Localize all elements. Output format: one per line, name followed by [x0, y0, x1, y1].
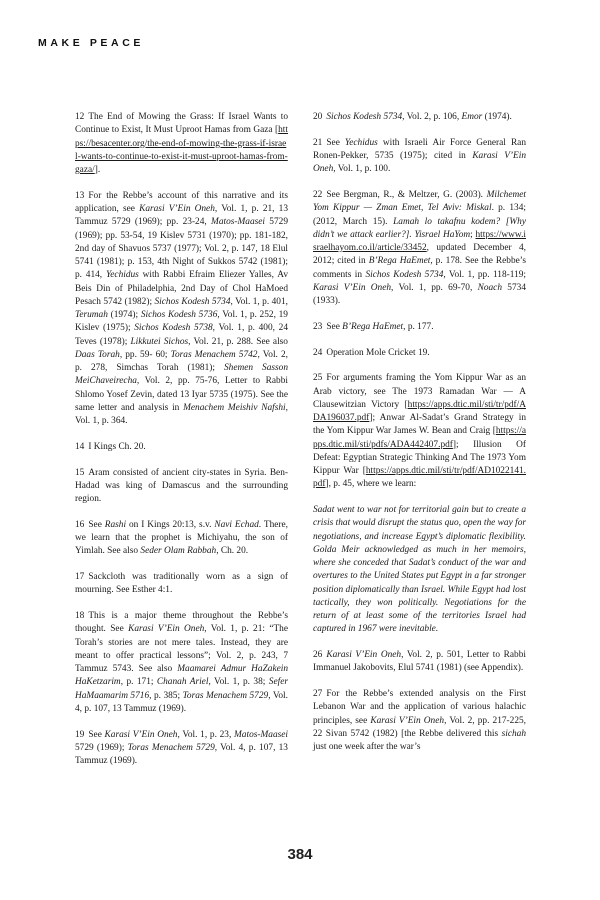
- endnote-24: 24 Operation Mole Cricket 19.: [313, 347, 430, 358]
- endnote-19: 19 See Karasi V’Ein Oneh, Vol. 1, p. 23, Matos-Maasei 5729 (1969); Toras Menachem 5729, Vol. 4, p. 107, 13 Tammuz (1969).: [75, 729, 288, 766]
- endnote-link[interactable]: https://besacenter.org/the-end-of-mowing-the-grass-if-israel-wants-to-continue-to-exist-it-must-uproot-hamas-from-gaza/: [75, 125, 288, 175]
- endnote-22: 22 See Bergman, R., & Meltzer, G. (2003). Milchemet Yom Kippur — Zman Emet, Tel Aviv: Miskal. p. 134; (2012, March 15). Lamah lo takafnu kodem? [Why didn’t we attack earlier?]. Yisrael HaYom; https://www.israelhayom.co.il/article/33452, updated December 4, 2012; cited in B’Rega HaEmet, p. 178. See the Rebbe’s comments in Sichos Kodesh 5734, Vol. 1, pp. 118-119; Karasi V’Ein Oneh, Vol. 1, pp. 69-70, Noach 5734 (1933).: [313, 190, 526, 306]
- endnote-12: 12 The End of Mowing the Grass: If Israel Wants to Continue to Exist, It Must Uproot Hamas from Gaza [https://besacenter.org/the-end-of-mowing-the-grass-if-israel-wants-to-continue-to-exist-it-must-uproot-hamas-from-gaza/].: [75, 112, 288, 175]
- endnote-25: 25 For arguments framing the Yom Kippur War as an Arab victory, see The 1973 Ramadan War — A Clausewitzian Victory [https://apps.dtic.mil/sti/tr/pdf/ADA196037.pdf]; Anwar Al-Sadat’s Grand Strategy in the Yom Kippur War James W. Bean and Craig [https://apps.dtic.mil/sti/pdfs/ADA442407.pdf]; Illusion Of Defeat: Egyptian Strategic Thinking And The 1973 Yom Kippur War [https://apps.dtic.mil/sti/tr/pdf/AD1022141.pdf], p. 45, where we learn:: [313, 373, 526, 490]
- endnote-18: 18 This is a major theme throughout the Rebbe’s thought. See Karasi V’Ein Oneh, Vol. 1, p. 21: “The Torah’s stories are not mere tales. Instead, they are meant to offer practical lessons”; Vol. 2, p. 243, 7 Tammuz 5743. See also Maamarei Admur HaZakein HaKetzarim, p. 171; Chanah Ariel, Vol. 1, p. 38; Sefer HaMaamarim 5716, p. 385; Toras Menachem 5729, Vol. 4, p. 107, 13 Tammuz (1969).: [75, 611, 289, 714]
- block-quote: Sadat went to war not for territorial gain but to create a crisis that would disrupt the status quo, open the way for negotiations, and increase Egypt’s diplomatic flexibility. Golda Meir acknowledged as much in her memoirs, where she conceded that Sadat’s conduct of the war and overtures to the United States put Egypt in a far stronger position diplomatically than Israel. While Egypt had lost tactically, they won politically. Negotiations for the return of at least some of the territories Israel had captured in 1967 were inevitable.: [313, 505, 526, 635]
- endnote-link[interactable]: https://apps.dtic.mil/sti/tr/pdf/ADA196037.pdf: [313, 399, 526, 423]
- page-number: 384: [287, 846, 313, 863]
- endnote-21: 21 See Yechidus with Israeli Air Force General Ran Ronen-Pekker, 5735 (1975); cited in Karasi V’Ein Oneh, Vol. 1, p. 100.: [313, 137, 527, 175]
- running-header: MAKE PEACE: [38, 37, 145, 49]
- endnote-15: 15 Aram consisted of ancient city-states in Syria. Ben-Hadad was king of Damascus and the surrounding region.: [75, 467, 288, 504]
- endnote-23: 23 See B’Rega HaEmet, p. 177.: [313, 321, 434, 332]
- endnote-16: 16 See Rashi on I Kings 20:13, s.v. Navi Echad. There, we learn that the prophet is Michiyahu, the son of Yimlah. See also Seder Olam Rabbah, Ch. 20.: [75, 519, 289, 557]
- endnote-26: 26 Karasi V’Ein Oneh, Vol. 2, p. 501, Letter to Rabbi Immanuel Jakobovits, Elul 5741 (1981) (see Appendix).: [313, 650, 526, 674]
- left-column: [75, 111, 288, 781]
- endnote-14: 14 I Kings Ch. 20.: [75, 441, 146, 452]
- endnote-27: 27 For the Rebbe’s extended analysis on the First Lebanon War and the application of various halachic principles, see Karasi V’Ein Oneh, Vol. 2, pp. 217-225, 22 Sivan 5742 (1982) [the Rebbe delivered this sichah just one week after the war’s: [313, 689, 526, 752]
- endnote-17: 17 Sackcloth was traditionally worn as a sign of mourning. See Esther 4:1.: [75, 572, 288, 596]
- right-column: [313, 111, 526, 767]
- endnote-link[interactable]: https://apps.dtic.mil/sti/tr/pdf/AD1022141.pdf: [313, 466, 526, 490]
- endnote-13: 13 For the Rebbe’s account of this narrative and its application, see Karasi V’Ein Oneh, Vol. 1, p. 21, 13 Tammuz 5729 (1969); pp. 23-24, Matos-Maasei 5729 (1969); pp. 53-54, 19 Kislev 5731 (1970); pp. 181-182, 2nd day of Shavuos 5737 (1977); Vol. 2, p. 147, 18 Elul 5741 (1981); p. 153, 4th Night of Sukkos 5742 (1981); p. 414, Yechidus with Rabbi Efraim Eliezer Yalles, Av Beis Din of Philadelphia, 2nd Day of Chol HaMoed Pesach 5742 (1982); Sichos Kodesh 5734, Vol. 1, p. 401, Terumah (1974); Sichos Kodesh 5736, Vol. 1, p. 252, 19 Kislev (1975); Sichos Kodesh 5738, Vol. 1, p. 400, 24 Teves (1978); Likkutei Sichos, Vol. 21, p. 288. See also Daas Torah, pp. 59- 60; Toras Menachem 5742, Vol. 2, p. 278, Simchas Torah (1981); Shemen Sasson MeiChaveirecha, Vol. 2, pp. 75-76, Letter to Rabbi Shlomo Yosef Zevin, dated 13 Iyar 5735 (1975). See the same letter and analysis in Menachem Meishiv Nafshi, Vol. 1, p. 364.: [75, 190, 289, 426]
- endnote-link[interactable]: https://www.israelhayom.co.il/article/33452: [313, 229, 526, 253]
- endnote-20: 20 Sichos Kodesh 5734, Vol. 2, p. 106, Emor (1974).: [313, 112, 512, 122]
- endnote-link[interactable]: https://apps.dtic.mil/sti/pdfs/ADA442407.pdf: [313, 426, 526, 450]
